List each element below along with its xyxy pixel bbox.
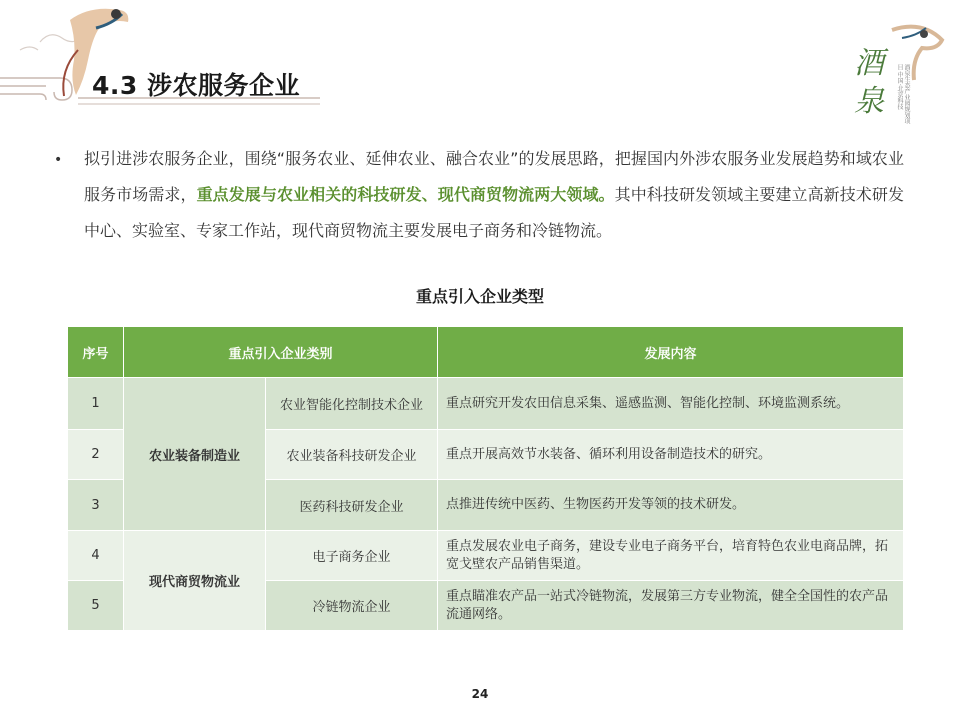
row-number: 1 [68,378,124,430]
logo-caption: 酒泉生态产业园规划项目 中国·北京科技 [896,64,910,124]
enterprise-type: 冷链物流企业 [266,581,438,631]
project-logo [842,20,952,130]
row-number: 3 [68,480,124,531]
page-title: 4.3 涉农服务企业 [92,71,300,100]
enterprise-type: 农业装备科技研发企业 [266,430,438,480]
header-no: 序号 [68,327,124,378]
development-content: 点推进传统中医药、生物医药开发等领的技术研发。 [438,480,904,531]
header-content: 发展内容 [438,327,904,378]
table-title: 重点引入企业类型 [415,287,544,306]
page-number: 24 [471,687,489,701]
intro-paragraph [84,141,904,249]
header-decoration [0,0,330,120]
development-content: 重点研究开发农田信息采集、遥感监测、智能化控制、环境监测系统。 [438,378,904,430]
logo-char-1: 酒 [854,46,884,81]
development-content: 重点发展农业电子商务，建设专业电子商务平台，培育特色农业电商品牌，拓宽戈壁农产品销售渠道。 [438,531,904,581]
logo-char-2: 泉 [854,84,884,119]
table-row [68,378,904,430]
development-content: 重点开展高效节水装备、循环利用设备制造技术的研究。 [438,430,904,480]
intro-text-2: 其中科技研发领域主要建立高新技术研发中心、实验室、专家工作站，现代商贸物流主要发展电子商务和冷链物流。 [84,185,904,240]
header-category: 重点引入企业类别 [124,327,438,378]
row-number: 5 [68,581,124,631]
category-cell: 现代商贸物流业 [124,531,266,631]
enterprise-type: 医药科技研发企业 [266,480,438,531]
table-row [68,531,904,581]
intro-text-1: 拟引进涉农服务企业，围绕“服务农业、延伸农业、融合农业”的发展思路，把握国内外涉农服务业发展趋势和域农业服务市场需求， [84,149,904,204]
table-header-row [68,327,904,378]
development-content: 重点瞄准农产品一站式冷链物流，发展第三方专业物流，健全全国性的农产品流通网络。 [438,581,904,631]
enterprise-type-table [67,326,904,631]
category-cell: 农业装备制造业 [124,378,266,531]
intro-highlight: 重点发展与农业相关的科技研发、现代商贸物流两大领域。 [196,185,615,204]
row-number: 4 [68,531,124,581]
enterprise-type: 电子商务企业 [266,531,438,581]
bullet-icon: • [54,152,63,168]
enterprise-type: 农业智能化控制技术企业 [266,378,438,430]
row-number: 2 [68,430,124,480]
